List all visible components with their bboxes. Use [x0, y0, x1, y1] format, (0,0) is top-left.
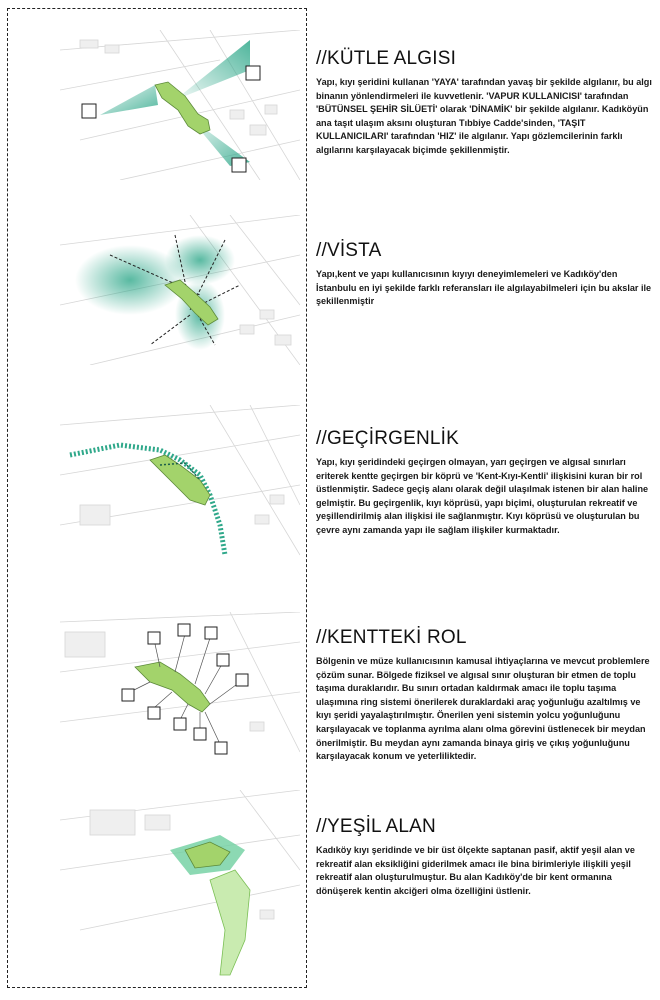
section-text: Yapı, kıyı şeridini kullanan 'YAYA' tarafından yavaş bir şekilde algılanır, bu algı binanın yönlendirmeleri ile kuvvetlenir. 'VAPUR KULLANICISI' tarafından 'BÜTÜNSEL ŞEHİR SİLÜETİ' olarak 'DİNAMİK' bir şekilde algılanır. Kadıköyün ana taşıt ulaşım aksını oluşturan Tıbbiye Cadde'sinden, 'TAŞIT KULLANICILARI' tarafından 'HIZ' ile algılanır. Yapı gözlemcilerinin farklı algılarını karşılayacak biçimde şekillenmiştir. — [316, 77, 652, 155]
section-title: //KÜTLE ALGISI — [316, 48, 457, 69]
panel-green-area — [60, 790, 300, 980]
building-mass — [135, 662, 210, 712]
section-mass-perception — [316, 48, 652, 158]
section-green-area — [316, 816, 652, 898]
vista-zone-north — [165, 235, 235, 285]
panel-mass-perception — [60, 30, 300, 180]
section-text: Yapı,kent ve yapı kullanıcısının kıyıyı deneyimlemeleri ve Kadıköy'den İstanbulu en iyi şekilde farklı referansları ile algılayabilmeleri için bu akslar ile şekillenmiştir — [316, 269, 652, 307]
section-text: Yapı, kıyı şeridindeki geçirgen olmayan, yarı geçirgen ve algısal sınırları eriterek kentte geçirgen bir köprü ve 'Kent-Kıyı-Kentli' ilişkisini kuran bir rol üstlenmiştir. Sadece geçiş alanı olarak değil ulaşılmak istenen bir alan haline gelmiştir. Bu geçirgenlik, kıyı köprüsü, yapı biçimi, oluşturulan rekreatif ve yeşillendirilmiş alan ilişkisi ile sağlanmıştır. Kıyı köprüsü ve oluşturulan bu çevre aynı zamanda yapı ile sağlam ilişkiler kurmaktadır. — [316, 457, 649, 535]
section-vista — [316, 240, 652, 309]
section-title: //GEÇİRGENLİK — [316, 428, 460, 449]
section-title: //YEŞİL ALAN — [316, 816, 436, 837]
section-text: Kadıköy kıyı şeridinde ve bir üst ölçekte saptanan pasif, aktif yeşil alan ve rekreatif alan eksikliğini giderilmek amacı ile bina birimleriyle ilişkili yeşil rekreatif alan oluşturulmuştur. Bu alan Kadıköy'de bir kent ormanına dönüşerek kentin akciğeri olma özelliğini üstlenir. — [316, 845, 635, 896]
panel-permeability — [60, 405, 300, 555]
urban-forest-strip — [210, 870, 250, 975]
section-urban-role — [316, 627, 652, 764]
panel-urban-role — [60, 612, 300, 762]
building-mass — [155, 82, 210, 134]
section-title: //KENTTEKİ ROL — [316, 627, 467, 648]
ferry-icon — [246, 66, 260, 80]
section-title: //VİSTA — [316, 240, 382, 261]
pedestrian-view-cone — [100, 85, 158, 115]
pedestrian-icon — [82, 104, 96, 118]
panel-vista — [60, 215, 300, 365]
walker-icon — [232, 158, 246, 172]
section-permeability — [316, 428, 652, 538]
section-text: Bölgenin ve müze kullanıcısının kamusal ihtiyaçlarına ve mevcut problemlere çözüm sunar. Bölgede fiziksel ve algısal sınır oluşturan bir etmen de toplu taşıma duraklarıdır. Bu sınırı ortadan kaldırmak amacı ile toplu taşıma ulaşımına ring sistemi önerilerek duraklardaki araç yoğunluğu azaltılmış ve kıyı şeridi yayalaştırılmıştır. Önerilen yeni sistemin yolcu yoğunluğunu karşılayacak ve toplanma ayrılma alanı olma görevini üstlenecek bir meydan önerilmiştir. Bu meydan aynı zamanda binaya giriş ve çıkış yoğunluğunu karşılayacak konum ve yeterliliktedir. — [316, 656, 650, 762]
building-mass — [150, 455, 210, 505]
